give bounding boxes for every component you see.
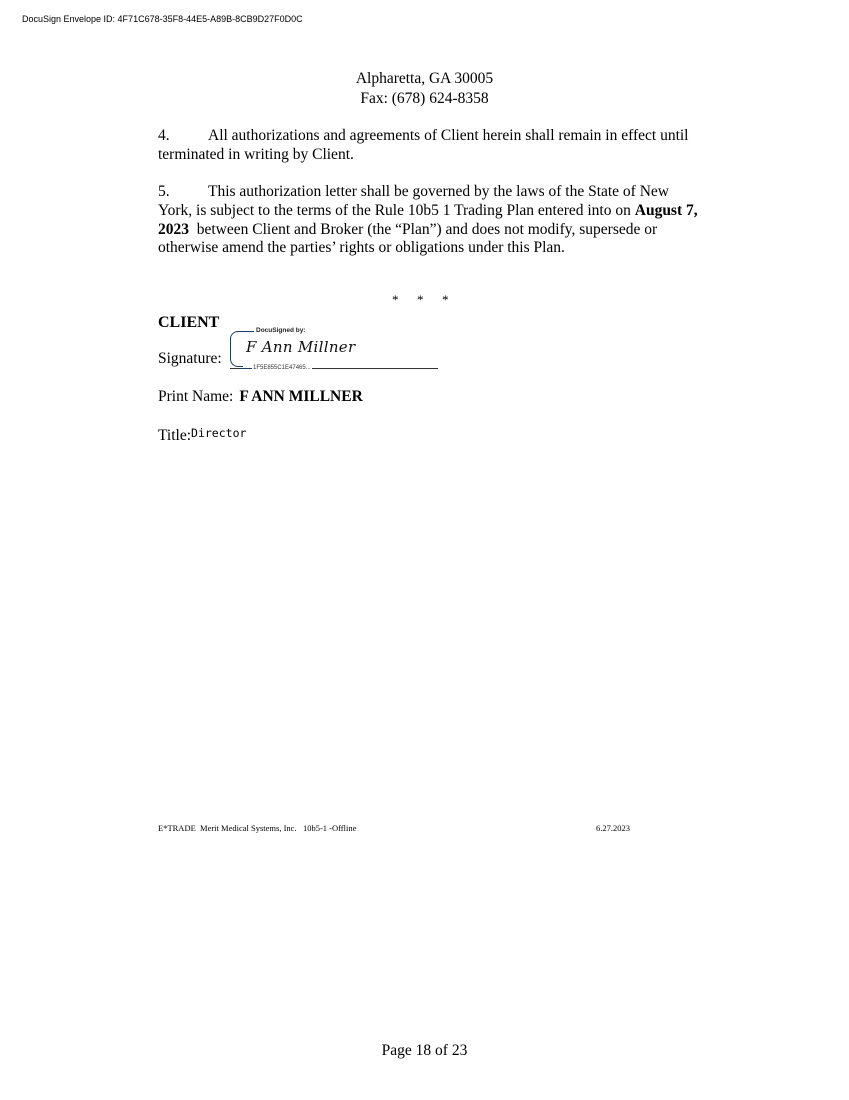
docusign-signature-field[interactable] [230, 327, 438, 371]
signature-label: Signature: [158, 350, 222, 367]
paragraph-4-number: 4. [158, 127, 170, 144]
separator-star: * [442, 292, 449, 307]
print-name-row [158, 388, 363, 406]
footer-left: E*TRADE Merit Medical Systems, Inc. 10b5-1 -Offline [158, 823, 357, 833]
separator-star: * [392, 292, 399, 307]
docusigned-by-label: DocuSigned by: [256, 327, 306, 334]
page-number: Page 18 of 23 [381, 1042, 468, 1059]
footer-date: 6.27.2023 [596, 823, 630, 833]
paragraph-4-text: All authorizations and agreements of Client herein shall remain in effect until terminated in writing by Client. [158, 127, 689, 163]
print-name-value: F ANN MILLNER [239, 388, 363, 405]
paragraph-5-number: 5. [158, 183, 170, 200]
docusign-envelope-id: DocuSign Envelope ID: 4F71C678-35F8-44E5-A89B-8CB9D27F0D0C [22, 14, 303, 24]
separator-star: * [417, 292, 424, 307]
paragraph-4 [158, 127, 698, 165]
paragraph-5 [158, 183, 698, 258]
address-city-line: Alpharetta, GA 30005 [355, 70, 494, 87]
print-name-label: Print Name: [158, 388, 234, 405]
address-fax-line: Fax: (678) 624-8358 [360, 90, 489, 107]
title-label: Title: [158, 427, 192, 444]
section-separator [392, 292, 467, 308]
signature-frame-bracket [230, 331, 243, 367]
paragraph-5-text-after: between Client and Broker (the “Plan”) and does not modify, supersede or otherwise amend the parties’ rights or obligations under this Plan. [158, 220, 662, 257]
title-row [158, 426, 246, 445]
signature-id: 1F5E855C1E47465... [253, 365, 311, 371]
signature-frame-top [240, 331, 254, 332]
signature-frame-bottom [240, 368, 252, 369]
paragraph-5-text-before: This authorization letter shall be governed by the laws of the State of New York, is subject to the terms of the Rule 10b5 1 Trading Plan entered into on [158, 183, 669, 219]
plan-date: August 7, 2023 [158, 201, 698, 238]
client-heading: CLIENT [158, 314, 220, 331]
handwritten-signature: F Ann Millner [246, 338, 356, 356]
title-value: Director [191, 426, 247, 440]
